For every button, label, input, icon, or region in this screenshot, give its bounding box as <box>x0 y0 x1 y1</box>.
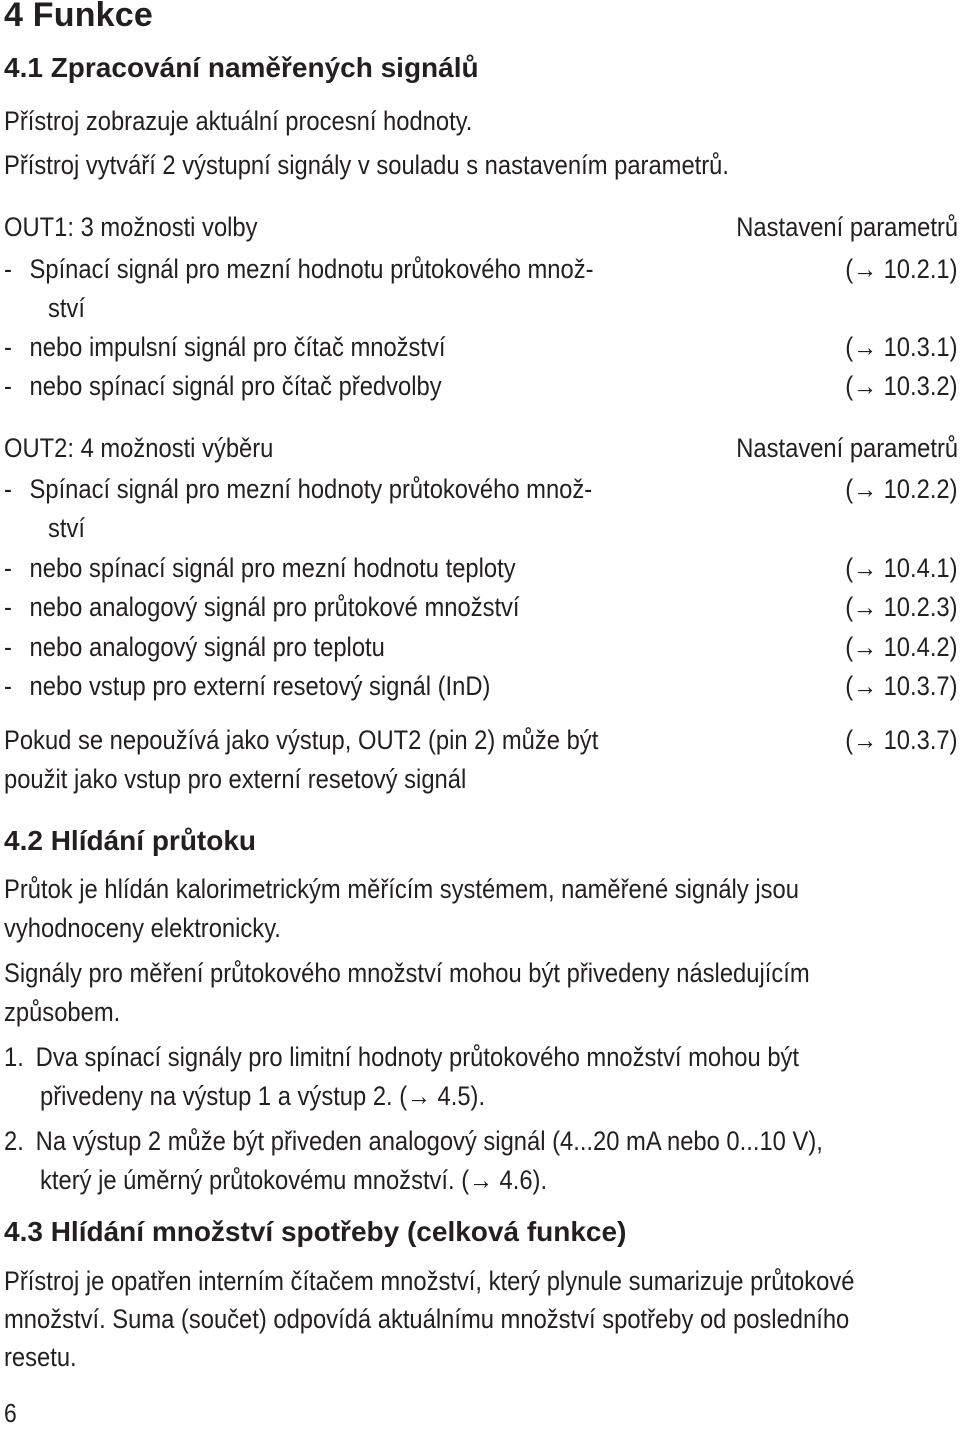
paragraph-line: Signály pro měření průtokového množství mohou být přivedeny následujícím <box>4 958 810 988</box>
param-reference: (→ 10.3.7) <box>845 725 958 755</box>
paragraph-line: množství. Suma (součet) odpovídá aktuálnímu množství spotřeby od posledního <box>4 1304 850 1334</box>
dash: - <box>4 371 12 401</box>
section-4-1-title: 4.1 Zpracování naměřených signálů <box>4 52 479 83</box>
numbered-item <box>4 1122 823 1161</box>
list-item-continuation <box>4 293 958 333</box>
dash: - <box>4 592 12 622</box>
dash: - <box>4 474 12 504</box>
param-reference: (→ 10.3.7) <box>845 671 958 701</box>
list-item-text: ství <box>48 513 85 543</box>
paragraph: Přístroj vytváří 2 výstupní signály v souladu s nastavením parametrů. <box>4 150 729 180</box>
param-reference: (→ 10.2.3) <box>845 592 958 622</box>
item-text: Dva spínací signály pro limitní hodnoty průtokového množství mohou být <box>35 1042 800 1072</box>
numbered-item-continuation: který je úměrný průtokovému množství. (→ 4.6). <box>40 1165 548 1195</box>
dash: - <box>4 553 12 583</box>
note-line <box>4 725 958 765</box>
out1-title: OUT1: 3 možnosti volby <box>4 212 258 242</box>
param-reference: (→ 10.2.2) <box>845 474 958 504</box>
dash: - <box>4 671 12 701</box>
list-item-text: nebo impulsní signál pro čítač množství <box>29 332 446 362</box>
list-item-text: nebo spínací signál pro mezní hodnotu teploty <box>29 553 516 583</box>
param-reference: (→ 10.4.1) <box>845 553 958 583</box>
paragraph: Přístroj zobrazuje aktuální procesní hodnoty. <box>4 106 473 136</box>
note-text: použit jako vstup pro externí resetový signál <box>4 764 467 794</box>
paragraph-line: Průtok je hlídán kalorimetrickým měřícím systémem, naměřené signály jsou <box>4 874 799 904</box>
note-line <box>4 764 958 804</box>
list-item-text: nebo analogový signál pro průtokové množství <box>29 592 520 622</box>
list-item <box>4 474 958 514</box>
paragraph-line: způsobem. <box>4 997 121 1027</box>
param-reference: (→ 10.2.1) <box>845 254 958 284</box>
out2-header <box>4 433 958 473</box>
list-item-text: Spínací signál pro mezní hodnoty průtokového množ- <box>29 474 593 504</box>
param-setting-label: Nastavení parametrů <box>736 212 958 242</box>
page-number: 6 <box>4 1398 17 1428</box>
chapter-title: 4 Funkce <box>4 0 153 34</box>
list-item-text: Spínací signál pro mezní hodnotu průtokového množ- <box>29 254 594 284</box>
param-setting-label: Nastavení parametrů <box>736 433 958 463</box>
paragraph-line: vyhodnoceny elektronicky. <box>4 913 281 943</box>
list-item-text: nebo spínací signál pro čítač předvolby <box>29 371 442 401</box>
section-4-2-title: 4.2 Hlídání průtoku <box>4 825 257 856</box>
list-item <box>4 592 958 632</box>
param-reference: (→ 10.3.1) <box>845 332 958 362</box>
list-item <box>4 671 958 711</box>
dash: - <box>4 332 12 362</box>
section-4-3-title: 4.3 Hlídání množství spotřeby (celková funkce) <box>4 1216 627 1247</box>
dash: - <box>4 254 12 284</box>
list-item <box>4 371 958 411</box>
list-item-text: ství <box>48 293 85 323</box>
item-number: 1. <box>4 1042 24 1072</box>
out1-header <box>4 212 958 252</box>
list-item-continuation <box>4 513 958 553</box>
list-item <box>4 553 958 593</box>
list-item-text: nebo analogový signál pro teplotu <box>29 632 385 662</box>
list-item <box>4 254 958 294</box>
list-item <box>4 332 958 372</box>
param-reference: (→ 10.3.2) <box>845 371 958 401</box>
item-number: 2. <box>4 1126 24 1156</box>
numbered-item-continuation: přivedeny na výstup 1 a výstup 2. (→ 4.5). <box>40 1081 486 1111</box>
paragraph-line: Přístroj je opatřen interním čítačem množství, který plynule sumarizuje průtokové <box>4 1266 855 1296</box>
dash: - <box>4 632 12 662</box>
paragraph-line: resetu. <box>4 1342 77 1372</box>
out2-title: OUT2: 4 možnosti výběru <box>4 433 274 463</box>
list-item-text: nebo vstup pro externí resetový signál (InD) <box>29 671 491 701</box>
list-item <box>4 632 958 672</box>
note-text: Pokud se nepoužívá jako výstup, OUT2 (pin 2) může být <box>4 725 599 755</box>
numbered-item <box>4 1038 799 1077</box>
param-reference: (→ 10.4.2) <box>845 632 958 662</box>
item-text: Na výstup 2 může být přiveden analogový signál (4...20 mA nebo 0...10 V), <box>35 1126 823 1156</box>
